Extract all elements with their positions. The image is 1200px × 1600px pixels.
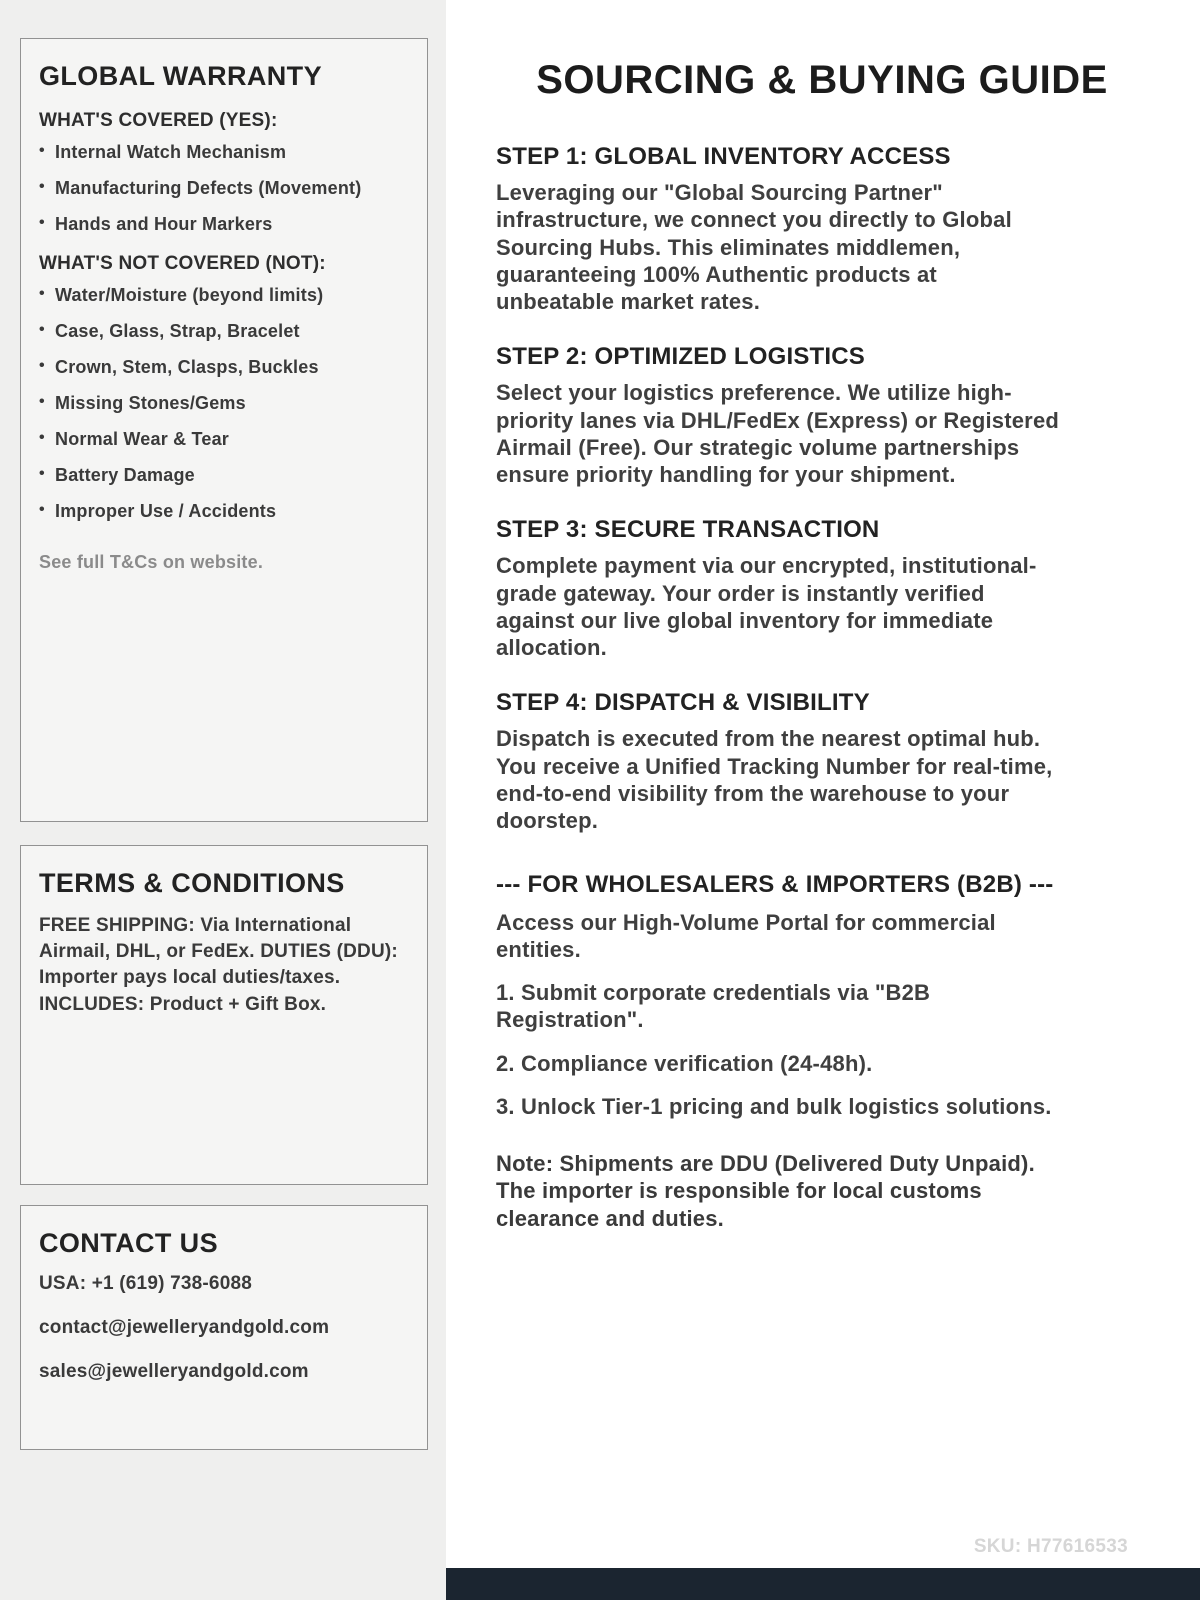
terms-body: FREE SHIPPING: Via International Airmail, DHL, or FedEx. DUTIES (DDU): Importer pays local duties/taxes. INCLUDES: Product + Gift Box.	[39, 915, 398, 1015]
not-covered-item: • Crown, Stem, Clasps, Buckles	[39, 357, 409, 378]
not-covered-item: • Battery Damage	[39, 465, 409, 486]
sidebar	[0, 0, 446, 1600]
contact-email-sales: sales@jewelleryandgold.com	[39, 1361, 309, 1382]
page-title: SOURCING & BUYING GUIDE	[536, 58, 1108, 102]
warranty-title: GLOBAL WARRANTY	[39, 61, 322, 91]
b2b-intro: Access our High-Volume Portal for commercial entities.	[496, 909, 996, 962]
contact-panel	[20, 1205, 428, 1450]
contact-email-primary: contact@jewelleryandgold.com	[39, 1317, 330, 1338]
covered-item: • Internal Watch Mechanism	[39, 142, 409, 163]
footer-bar	[446, 1568, 1200, 1600]
sku-label: SKU: H77616533	[973, 1536, 1128, 1557]
terms-title: TERMS & CONDITIONS	[39, 868, 345, 898]
b2b-item-1: 1. Submit corporate credentials via "B2B Registration".	[496, 980, 931, 1033]
not-covered-item: • Water/Moisture (beyond limits)	[39, 285, 409, 306]
step-1-body: Leveraging our "Global Sourcing Partner" infrastructure, we connect you directly to Global Sourcing Hubs. This eliminates middlemen, guaranteeing 100% Authentic products at unbeatable market rates.	[496, 180, 1012, 315]
step-3-body: Complete payment via our encrypted, institutional-grade gateway. Your order is instantly verified against our live global inventory for immediate allocation.	[496, 553, 1037, 661]
warranty-panel	[20, 38, 428, 822]
sourcing-guide	[446, 0, 1200, 1600]
step-3-heading: STEP 3: SECURE TRANSACTION	[496, 516, 880, 544]
step-4-body: Dispatch is executed from the nearest optimal hub. You receive a Unified Tracking Number for real-time, end-to-end visibility from the warehouse to your doorstep.	[496, 726, 1053, 834]
terms-panel	[20, 845, 428, 1185]
b2b-note: Note: Shipments are DDU (Delivered Duty Unpaid). The importer is responsible for local customs clearance and duties.	[496, 1151, 1035, 1231]
b2b-heading: --- FOR WHOLESALERS & IMPORTERS (B2B) ---	[496, 870, 1054, 898]
covered-item: • Manufacturing Defects (Movement)	[39, 178, 409, 199]
b2b-item-3: 3. Unlock Tier-1 pricing and bulk logistics solutions.	[496, 1093, 1052, 1119]
covered-item: • Hands and Hour Markers	[39, 214, 409, 235]
warranty-covered-title: WHAT'S COVERED (YES):	[39, 110, 278, 131]
not-covered-item: • Missing Stones/Gems	[39, 393, 409, 414]
step-2-heading: STEP 2: OPTIMIZED LOGISTICS	[496, 343, 865, 371]
step-2-body: Select your logistics preference. We utilize high-priority lanes via DHL/FedEx (Express) or Registered Airmail (Free). Our strategic volume partnerships ensure priority handling for your shipment.	[496, 380, 1060, 488]
not-covered-item: • Improper Use / Accidents	[39, 501, 409, 522]
warranty-not-covered-title: WHAT'S NOT COVERED (NOT):	[39, 253, 326, 274]
step-4-heading: STEP 4: DISPATCH & VISIBILITY	[496, 689, 870, 717]
warranty-covered-list	[39, 142, 409, 235]
contact-phone: USA: +1 (619) 738-6088	[39, 1273, 252, 1294]
not-covered-item: • Case, Glass, Strap, Bracelet	[39, 321, 409, 342]
warranty-not-covered-list	[39, 285, 409, 522]
contact-title: CONTACT US	[39, 1228, 218, 1258]
not-covered-item: • Normal Wear & Tear	[39, 429, 409, 450]
warranty-footnote: See full T&Cs on website.	[39, 552, 264, 572]
step-1-heading: STEP 1: GLOBAL INVENTORY ACCESS	[496, 143, 951, 170]
b2b-item-2: 2. Compliance verification (24-48h).	[496, 1050, 873, 1076]
